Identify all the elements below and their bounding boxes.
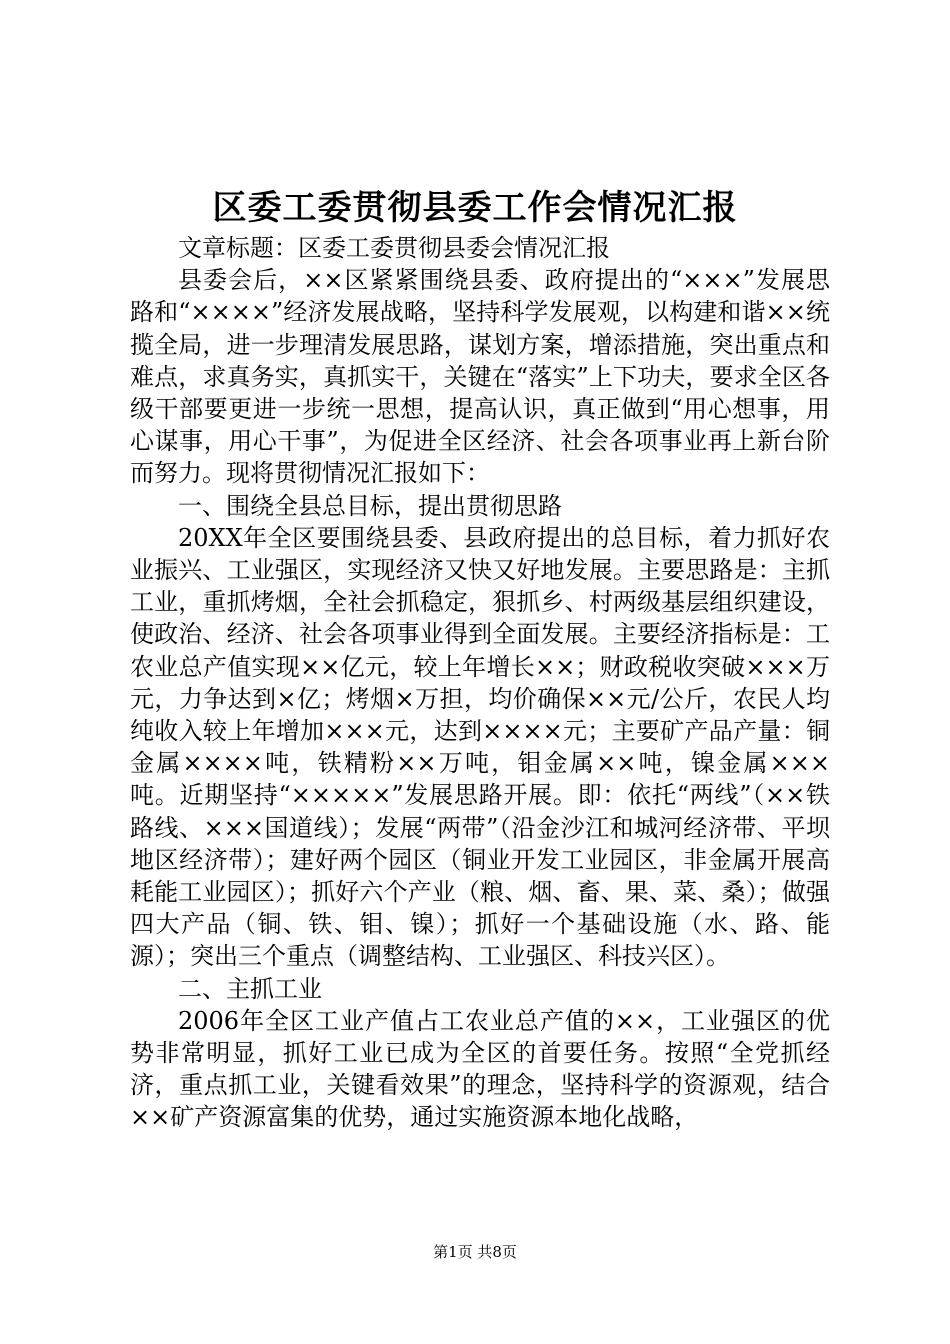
section-heading-2: 二、主抓工业: [178, 974, 322, 1003]
section-2-paragraph: 2006年全区工业产值占工农业总产值的××，工业强区的优势非常明显，抓好工业已成为全区的首要任务。按照“全党抓经济，重点抓工业，关键看效果”的理念，坚持科学的资源观，结合××矿产资源富集的优势，通过实施资源本地化战略，: [130, 1006, 830, 1132]
document-body: [130, 232, 830, 1134]
section-heading-1: 一、围绕全县总目标，提出贯彻思路: [178, 491, 562, 520]
article-heading-line: 文章标题：区委工委贯彻县委会情况汇报: [178, 234, 610, 262]
page-number-footer: 第1页 共8页: [433, 1243, 517, 1261]
intro-paragraph: 县委会后，××区紧紧围绕县委、政府提出的“×××”发展思路和“××××”经济发展战略，坚持科学发展观，以构建和谐××统揽全局，进一步理清发展思路，谋划方案，增添措施，突出重点和难点，求真务实，真抓实干，关键在“落实”上下功夫，要求全区各级干部要更进一步统一思想，提高认识，真正做到“用心想事，用心谋事，用心干事”，为促进全区经济、社会各项事业再上新台阶而努力。现将贯彻情况汇报如下：: [130, 266, 830, 488]
section-1-paragraph: 20XX年全区要围绕县委、县政府提出的总目标，着力抓好农业振兴、工业强区，实现经济又快又好地发展。主要思路是：主抓工业，重抓烤烟，全社会抓稳定，狠抓乡、村两级基层组织建设，使政治、经济、社会各项事业得到全面发展。主要经济指标是：工农业总产值实现××亿元，较上年增长××；财政税收突破×××万元，力争达到×亿；烤烟×万担，均价确保××元/公斤，农民人均纯收入较上年增加×××元，达到××××元；主要矿产品产量：铜金属××××吨，铁精粉××万吨，钼金属××吨，镍金属×××吨。近期坚持“×××××”发展思路开展。即：依托“两线”（××铁路线、×××国道线）；发展“两带”（沿金沙江和城河经济带、平坝地区经济带）；建好两个园区（铜业开发工业园区，非金属开展高耗能工业园区）；抓好六个产业（粮、烟、畜、果、菜、桑）；做强四大产品（铜、铁、钼、镍）；抓好一个基础设施（水、路、能源）；突出三个重点（调整结构、工业强区、科技兴区）。: [130, 523, 830, 971]
document-title: 区委工委贯彻县委工作会情况汇报: [212, 188, 738, 228]
